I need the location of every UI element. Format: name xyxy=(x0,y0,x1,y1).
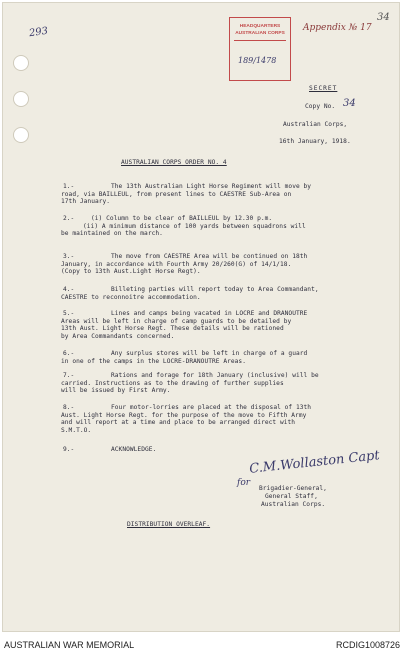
copy-number: 34 xyxy=(343,98,356,109)
archive-reference: RCDIG1008726 xyxy=(335,640,400,650)
signatory-rank: Brigadier-General, xyxy=(259,485,327,492)
order-title: AUSTRALIAN CORPS ORDER NO. 4 xyxy=(121,159,227,166)
folio-number-right: 34 xyxy=(377,12,390,23)
document-page xyxy=(2,2,400,632)
punch-hole xyxy=(13,127,29,143)
stamp-number: 189/1478 xyxy=(238,56,277,65)
paragraph-line: Any surplus stores will be left in charge of a guard xyxy=(111,350,308,357)
paragraph-line: The move from CAESTRE Area will be continued on 18th xyxy=(111,253,308,260)
folio-number-left: 293 xyxy=(28,25,49,40)
paragraph-number: 5.- xyxy=(63,310,75,317)
paragraph-line: be maintained on the march. xyxy=(61,230,163,238)
paragraph-line: in one of the camps in the LOCRE-DRANOUTRE Areas. xyxy=(61,357,246,365)
distribution-note: DISTRIBUTION OVERLEAF. xyxy=(127,521,211,528)
paragraph-line: (i) Column to be clear of BAILLEUL by 12.30 p.m. xyxy=(91,215,273,222)
paragraph-number: 4.- xyxy=(63,286,75,293)
paragraph-number: 9.- xyxy=(63,446,75,453)
punch-hole xyxy=(13,91,29,107)
paragraph-line: 17th January. xyxy=(61,198,111,206)
paragraph-line: CAESTRE to reconnoitre accommodation. xyxy=(61,293,201,301)
punch-hole xyxy=(13,55,29,71)
signatory-formation: Australian Corps. xyxy=(261,501,326,508)
paragraph-number: 6.- xyxy=(63,350,75,357)
paragraph-line: Billeting parties will report today to Area Commandant, xyxy=(111,286,319,293)
appendix-annotation: Appendix № 17 xyxy=(303,23,372,33)
paragraph-line: Aust. Light Horse Regt. for the purpose of the move to Fifth Army xyxy=(61,411,307,419)
paragraph-line: (Copy to 13th Aust.Light Horse Regt). xyxy=(61,268,201,276)
copy-label: Copy No. xyxy=(305,103,336,110)
paragraph-line: ACKNOWLEDGE. xyxy=(111,446,157,453)
paragraph-line: S.M.T.O. xyxy=(61,426,92,434)
paragraph-number: 2.- xyxy=(63,215,75,222)
paragraph-number: 8.- xyxy=(63,404,75,411)
handwritten-signature: C.M.Wollaston Capt xyxy=(248,448,381,477)
archive-name: AUSTRALIAN WAR MEMORIAL xyxy=(4,640,135,650)
paragraph-number: 7.- xyxy=(63,372,75,379)
paragraph-line: Areas will be left in charge of camp guards to be detailed by xyxy=(61,317,292,325)
paragraph-line: Rations and forage for 18th January (inclusive) will be xyxy=(111,372,319,379)
paragraph-line: (ii) A minimum distance of 100 yards between squadrons will xyxy=(83,222,306,230)
paragraph-line: Four motor-lorries are placed at the disposal of 13th xyxy=(111,404,312,411)
paragraph-line: carried. Instructions as to the drawing of further supplies xyxy=(61,379,284,387)
paragraph-line: and will report at a time and place to be arranged direct with xyxy=(61,419,296,427)
issuer: Australian Corps, xyxy=(283,121,348,128)
paragraph-line: 13th Aust. Light Horse Regt. These details will be rationed xyxy=(61,325,284,333)
signature-for: for xyxy=(237,478,251,488)
paragraph-line: Lines and camps being vacated in LOCRE and DRANOUTRE xyxy=(111,310,308,317)
paragraph-number: 1.- xyxy=(63,183,75,190)
classification: SECRET xyxy=(309,85,338,92)
paragraph-line: will be issued by First Army. xyxy=(61,387,171,395)
signatory-role: General Staff, xyxy=(265,493,318,500)
paragraph-number: 3.- xyxy=(63,253,75,260)
paragraph-line: by Area Commandants concerned. xyxy=(61,332,175,340)
paragraph-line: road, via BAILLEUL, from present lines to CAESTRE Sub-Area on xyxy=(61,190,292,198)
stamp-line-2: AUSTRALIAN CORPS xyxy=(235,31,285,36)
order-date: 16th January, 1918. xyxy=(279,138,351,145)
paragraph-line: January, in accordance with Fourth Army 20/260(G) of 14/1/18. xyxy=(61,260,292,268)
paragraph-line: The 13th Australian Light Horse Regiment will move by xyxy=(111,183,312,190)
received-stamp xyxy=(229,17,291,81)
stamp-line-1: HEADQUARTERS xyxy=(239,24,281,29)
